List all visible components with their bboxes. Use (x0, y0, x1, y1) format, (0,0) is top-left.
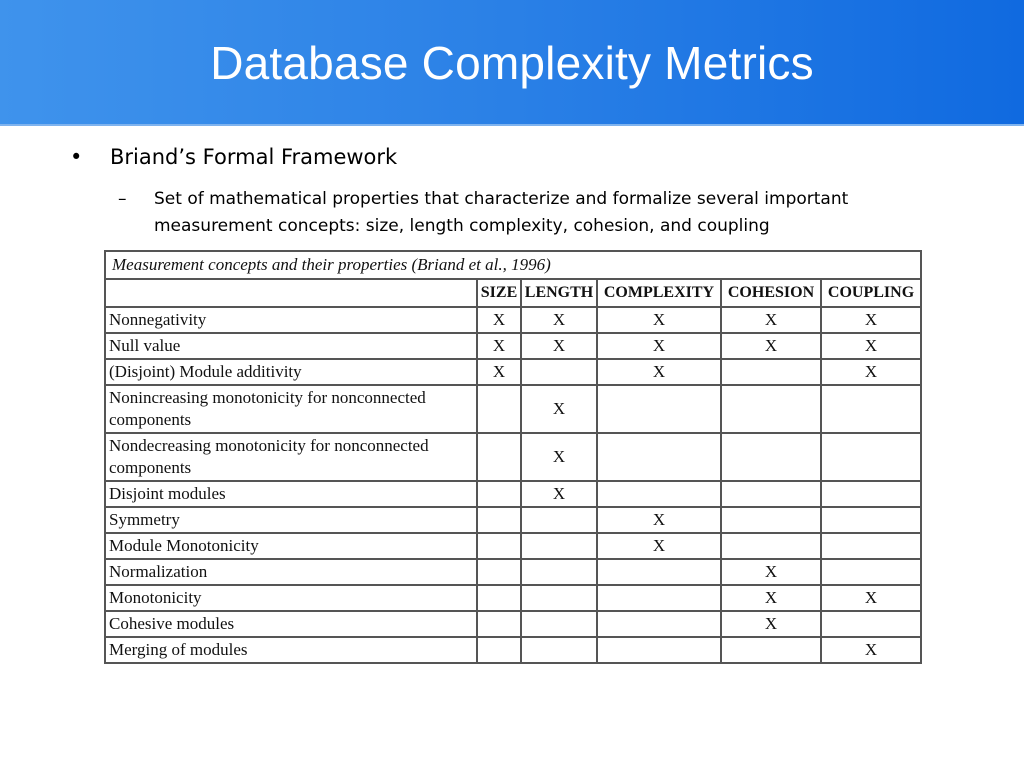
mark-cell (597, 385, 721, 433)
bullet-marker: • (70, 145, 83, 169)
mark-cell (597, 481, 721, 507)
mark-cell (597, 611, 721, 637)
mark-cell: X (721, 333, 821, 359)
mark-cell: X (477, 307, 521, 333)
mark-cell (721, 481, 821, 507)
row-label: Cohesive modules (105, 611, 477, 637)
mark-cell: X (597, 307, 721, 333)
column-header: COUPLING (821, 279, 921, 307)
mark-cell (521, 559, 597, 585)
mark-cell (521, 585, 597, 611)
mark-cell (821, 433, 921, 481)
table-row (105, 637, 921, 663)
table-row (105, 611, 921, 637)
row-label: Module Monotonicity (105, 533, 477, 559)
mark-cell: X (597, 507, 721, 533)
mark-cell (597, 585, 721, 611)
header-empty-cell (105, 279, 477, 307)
mark-cell (821, 385, 921, 433)
table-row (105, 359, 921, 385)
mark-cell (477, 611, 521, 637)
mark-cell: X (721, 585, 821, 611)
row-label: Nondecreasing monotonicity for nonconnected components (105, 433, 477, 481)
mark-cell: X (721, 611, 821, 637)
table-row (105, 585, 921, 611)
mark-cell: X (521, 307, 597, 333)
mark-cell (477, 433, 521, 481)
table-row (105, 559, 921, 585)
row-label: Disjoint modules (105, 481, 477, 507)
row-label: Null value (105, 333, 477, 359)
mark-cell (721, 433, 821, 481)
table-row (105, 481, 921, 507)
table-row (105, 507, 921, 533)
table-row (105, 385, 921, 433)
mark-cell (521, 611, 597, 637)
title-bar (0, 0, 1024, 126)
table-caption: Measurement concepts and their properties (Briand et al., 1996) (105, 251, 921, 279)
mark-cell: X (821, 359, 921, 385)
mark-cell (721, 533, 821, 559)
mark-cell (477, 637, 521, 663)
mark-cell (597, 433, 721, 481)
mark-cell (477, 533, 521, 559)
mark-cell (477, 507, 521, 533)
mark-cell (821, 559, 921, 585)
table-header-row (105, 279, 921, 307)
mark-cell: X (477, 333, 521, 359)
column-header: COHESION (721, 279, 821, 307)
mark-cell: X (721, 559, 821, 585)
mark-cell (821, 611, 921, 637)
mark-cell: X (821, 307, 921, 333)
row-label: Nonincreasing monotonicity for nonconnected components (105, 385, 477, 433)
mark-cell: X (477, 359, 521, 385)
mark-cell (521, 637, 597, 663)
mark-cell (821, 533, 921, 559)
mark-cell: X (521, 433, 597, 481)
main-bullet-text: Briand’s Formal Framework (110, 145, 398, 169)
mark-cell: X (821, 333, 921, 359)
column-header: SIZE (477, 279, 521, 307)
mark-cell (721, 507, 821, 533)
mark-cell (597, 637, 721, 663)
mark-cell (821, 481, 921, 507)
mark-cell: X (521, 385, 597, 433)
mark-cell: X (597, 359, 721, 385)
mark-cell (521, 359, 597, 385)
mark-cell: X (521, 333, 597, 359)
mark-cell (721, 359, 821, 385)
sub-bullet-text: Set of mathematical properties that characterize and formalize several important measurement concepts: size, length complexity, cohesion, and coupling (154, 189, 849, 236)
column-header: COMPLEXITY (597, 279, 721, 307)
column-header: LENGTH (521, 279, 597, 307)
mark-cell (521, 533, 597, 559)
table-row (105, 533, 921, 559)
mark-cell (521, 507, 597, 533)
mark-cell (477, 385, 521, 433)
row-label: (Disjoint) Module additivity (105, 359, 477, 385)
row-label: Normalization (105, 559, 477, 585)
row-label: Nonnegativity (105, 307, 477, 333)
mark-cell: X (821, 585, 921, 611)
row-label: Monotonicity (105, 585, 477, 611)
row-label: Merging of modules (105, 637, 477, 663)
mark-cell (477, 481, 521, 507)
table-row (105, 433, 921, 481)
mark-cell (477, 585, 521, 611)
mark-cell (721, 385, 821, 433)
mark-cell: X (597, 533, 721, 559)
properties-table (104, 250, 922, 664)
mark-cell (477, 559, 521, 585)
mark-cell: X (821, 637, 921, 663)
table-row (105, 333, 921, 359)
mark-cell: X (721, 307, 821, 333)
slide-title: Database Complexity Metrics (210, 37, 814, 89)
mark-cell: X (521, 481, 597, 507)
mark-cell (721, 637, 821, 663)
table-row (105, 307, 921, 333)
mark-cell (821, 507, 921, 533)
sub-bullet-marker: – (118, 189, 127, 209)
mark-cell: X (597, 333, 721, 359)
row-label: Symmetry (105, 507, 477, 533)
mark-cell (597, 559, 721, 585)
